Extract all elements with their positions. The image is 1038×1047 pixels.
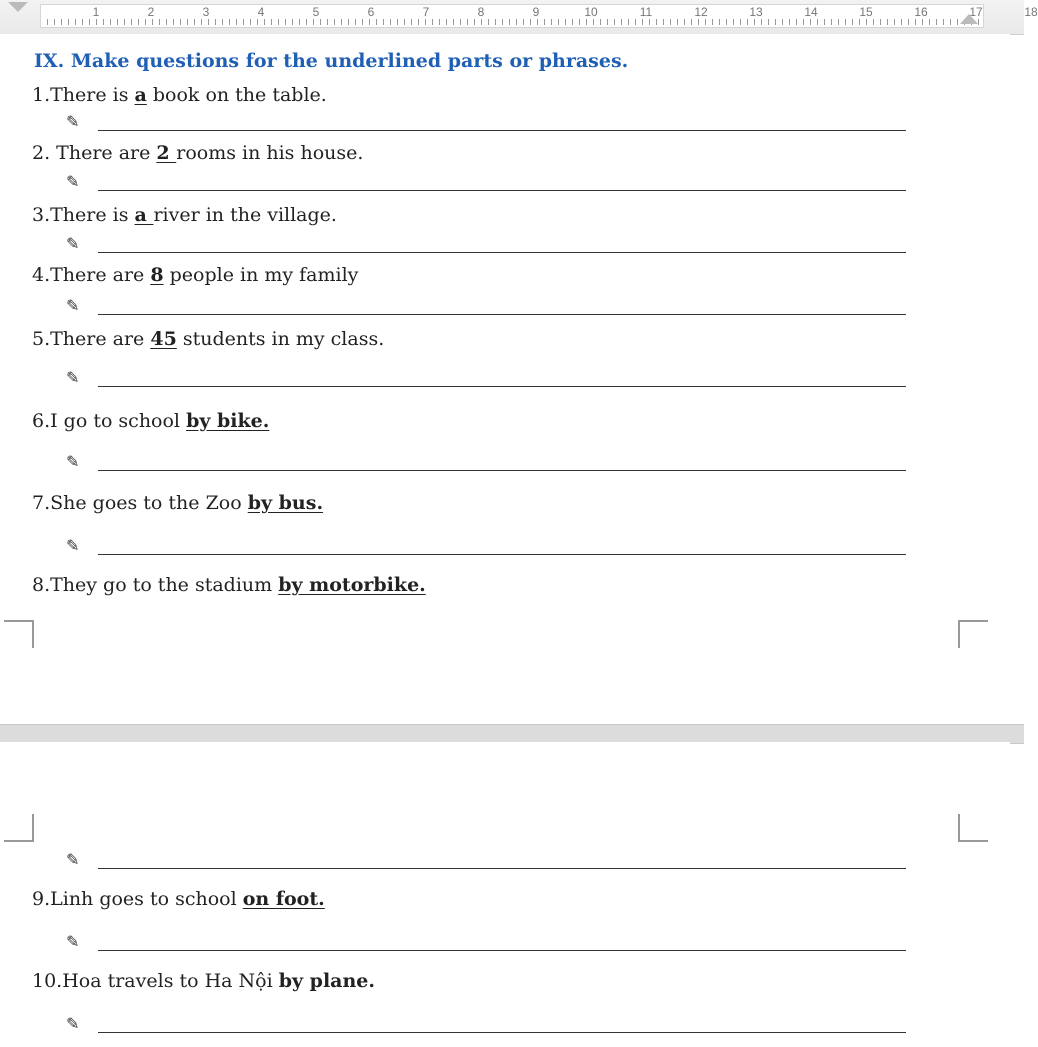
ruler-tick — [558, 19, 559, 25]
ruler-number: 1 — [92, 5, 100, 19]
ruler-tick — [327, 19, 328, 25]
ruler-tick — [89, 19, 90, 25]
ruler-tick — [103, 19, 104, 25]
ruler-tick — [397, 19, 398, 25]
question-1 — [32, 84, 327, 106]
ruler-tick — [803, 19, 804, 25]
question-4 — [32, 264, 358, 286]
ruler-number: 5 — [312, 5, 320, 19]
ruler-tick — [922, 19, 923, 25]
ruler-tick — [691, 19, 692, 25]
ruler-tick — [376, 19, 377, 25]
ruler-number: 15 — [859, 5, 873, 19]
bold-part: by plane. — [278, 970, 375, 992]
ruler-tick — [320, 19, 321, 25]
ruler-tick — [278, 19, 279, 25]
question-text: 2. There are — [32, 142, 157, 164]
question-text: 5.There are — [32, 328, 151, 350]
question-text: book on the table. — [146, 84, 327, 106]
ruler-number: 16 — [914, 5, 928, 19]
ruler-tick — [292, 19, 293, 25]
ruler-tick — [782, 19, 783, 25]
underlined-part: 2 — [156, 142, 177, 164]
question-text: 9.Linh goes to school — [32, 888, 243, 910]
ruler-tick — [775, 19, 776, 25]
ruler-tick — [124, 19, 125, 25]
answer-underline — [98, 1032, 906, 1033]
ruler-tick — [579, 19, 580, 25]
ruler-tick — [586, 19, 587, 25]
ruler-tick — [425, 19, 426, 25]
pencil-icon: ✎ — [66, 368, 80, 387]
ruler-tick — [446, 19, 447, 25]
underlined-part: on foot. — [242, 888, 325, 910]
ruler-tick — [677, 19, 678, 25]
ruler-tick — [516, 19, 517, 25]
question-text: 6.I go to school — [32, 410, 187, 432]
ruler-tick — [145, 19, 146, 25]
ruler-tick — [159, 19, 160, 25]
ruler-tick — [264, 19, 265, 25]
page-corner-mark — [958, 620, 988, 648]
ruler-tick — [649, 19, 650, 25]
ruler-tick — [901, 19, 902, 25]
ruler-tick — [733, 19, 734, 25]
ruler-tick — [530, 19, 531, 25]
ruler-tick — [54, 19, 55, 25]
page-corner-mark — [4, 814, 34, 842]
ruler-tick — [845, 19, 846, 25]
ruler-tick — [187, 19, 188, 25]
ruler-tick — [348, 19, 349, 25]
ruler-tick — [453, 19, 454, 25]
ruler-tick — [705, 19, 706, 25]
document-page-2[interactable] — [0, 742, 1010, 1047]
ruler-tick — [61, 19, 62, 25]
ruler-number: 12 — [694, 5, 708, 19]
ruler-tick — [866, 19, 867, 25]
pencil-icon: ✎ — [66, 850, 80, 869]
pencil-icon: ✎ — [66, 536, 80, 555]
ruler-tick — [817, 19, 818, 25]
ruler-tick — [180, 19, 181, 25]
question-text: students in my class. — [176, 328, 385, 350]
ruler-tick — [404, 19, 405, 25]
ruler-tick — [334, 19, 335, 25]
document-page-1[interactable] — [0, 34, 1010, 724]
ruler-tick — [565, 19, 566, 25]
ruler-tick — [621, 19, 622, 25]
ruler-tick — [96, 19, 97, 25]
ruler-tick — [754, 19, 755, 25]
pencil-icon: ✎ — [66, 112, 80, 131]
ruler-tick — [152, 19, 153, 25]
ruler-tick — [75, 19, 76, 25]
pencil-icon: ✎ — [66, 172, 80, 191]
answer-underline — [98, 554, 906, 555]
ruler-tick — [229, 19, 230, 25]
ruler-tick — [600, 19, 601, 25]
ruler-tick — [824, 19, 825, 25]
ruler[interactable] — [0, 0, 1038, 35]
ruler-tick — [957, 19, 958, 25]
answer-underline — [98, 386, 906, 387]
ruler-tick — [614, 19, 615, 25]
ruler-tick — [712, 19, 713, 25]
answer-underline — [98, 130, 906, 131]
ruler-tick — [411, 19, 412, 25]
answer-line-1[interactable] — [66, 114, 906, 134]
ruler-tick — [726, 19, 727, 25]
ruler-tick — [474, 19, 475, 25]
ruler-tick — [502, 19, 503, 25]
ruler-tick — [82, 19, 83, 25]
answer-line-8[interactable] — [66, 852, 906, 872]
ruler-tick — [789, 19, 790, 25]
ruler-tick — [978, 19, 979, 25]
question-6 — [32, 410, 269, 432]
question-text: people in my family — [163, 264, 359, 286]
ruler-tick — [719, 19, 720, 25]
ruler-tick — [908, 19, 909, 25]
underlined-part: 8 — [150, 264, 164, 286]
ruler-tick — [859, 19, 860, 25]
ruler-tick — [607, 19, 608, 25]
question-text: 3.There is — [32, 204, 135, 226]
pencil-icon: ✎ — [66, 296, 80, 315]
answer-line-6[interactable] — [66, 454, 906, 474]
underlined-part: by bus. — [247, 492, 324, 514]
ruler-tick — [418, 19, 419, 25]
answer-line-5[interactable] — [66, 370, 906, 390]
question-text: river in the village. — [153, 204, 337, 226]
ruler-number: 13 — [749, 5, 763, 19]
question-10 — [32, 970, 375, 992]
ruler-tick — [551, 19, 552, 25]
ruler-tick — [761, 19, 762, 25]
ruler-tick — [439, 19, 440, 25]
ruler-tick — [593, 19, 594, 25]
ruler-number: 7 — [422, 5, 430, 19]
ruler-track — [40, 4, 1038, 28]
ruler-tick — [355, 19, 356, 25]
ruler-tick — [873, 19, 874, 25]
answer-underline — [98, 190, 906, 191]
ruler-tick — [684, 19, 685, 25]
ruler-tick — [68, 19, 69, 25]
ruler-tick — [201, 19, 202, 25]
ruler-tick — [243, 19, 244, 25]
ruler-tick — [768, 19, 769, 25]
ruler-tick — [642, 19, 643, 25]
ruler-tick — [523, 19, 524, 25]
answer-line-7[interactable] — [66, 538, 906, 558]
ruler-tick — [740, 19, 741, 25]
ruler-tick — [936, 19, 937, 25]
ruler-tick — [313, 19, 314, 25]
question-8 — [32, 574, 426, 596]
ruler-number: 10 — [584, 5, 598, 19]
ruler-number: 3 — [202, 5, 210, 19]
ruler-number: 18 — [1024, 5, 1038, 19]
answer-line-10[interactable] — [66, 1016, 906, 1036]
ruler-tick — [341, 19, 342, 25]
ruler-tick — [943, 19, 944, 25]
answer-underline — [98, 252, 906, 253]
ruler-number: 4 — [257, 5, 265, 19]
ruler-tick — [887, 19, 888, 25]
ruler-tick — [481, 19, 482, 25]
answer-underline — [98, 470, 906, 471]
ruler-tick — [306, 19, 307, 25]
ruler-tick — [271, 19, 272, 25]
ruler-tick — [831, 19, 832, 25]
ruler-tick — [257, 19, 258, 25]
underlined-part: by bike. — [186, 410, 270, 432]
question-text: 1.There is — [32, 84, 135, 106]
ruler-tick — [796, 19, 797, 25]
ruler-tick — [208, 19, 209, 25]
ruler-tick — [467, 19, 468, 25]
ruler-number: 14 — [804, 5, 818, 19]
answer-line-9[interactable] — [66, 934, 906, 954]
pencil-icon: ✎ — [66, 932, 80, 951]
question-5 — [32, 328, 384, 350]
ruler-tick — [635, 19, 636, 25]
ruler-tick — [383, 19, 384, 25]
underlined-part: by motorbike. — [278, 574, 426, 596]
right-indent-marker[interactable] — [960, 14, 978, 24]
page-corner-mark — [958, 814, 988, 842]
ruler-tick — [131, 19, 132, 25]
ruler-tick — [117, 19, 118, 25]
ruler-number: 6 — [367, 5, 375, 19]
underlined-part: a — [134, 204, 154, 226]
ruler-tick — [894, 19, 895, 25]
answer-underline — [98, 868, 906, 869]
ruler-tick — [656, 19, 657, 25]
ruler-tick — [929, 19, 930, 25]
ruler-tick — [628, 19, 629, 25]
ruler-tick — [572, 19, 573, 25]
question-text: 8.They go to the stadium — [32, 574, 279, 596]
ruler-tick — [698, 19, 699, 25]
ruler-tick — [670, 19, 671, 25]
ruler-number: 2 — [147, 5, 155, 19]
ruler-tick — [432, 19, 433, 25]
ruler-tick — [852, 19, 853, 25]
ruler-tick — [488, 19, 489, 25]
question-text: 7.She goes to the Zoo — [32, 492, 248, 514]
ruler-tick — [250, 19, 251, 25]
ruler-tick — [509, 19, 510, 25]
ruler-tick — [47, 19, 48, 25]
page-break-gap — [0, 724, 1024, 744]
ruler-tick — [390, 19, 391, 25]
question-7 — [32, 492, 323, 514]
ruler-tick — [236, 19, 237, 25]
ruler-tick — [166, 19, 167, 25]
ruler-tick — [544, 19, 545, 25]
ruler-tick — [663, 19, 664, 25]
ruler-tick — [299, 19, 300, 25]
pencil-icon: ✎ — [66, 234, 80, 253]
ruler-number: 8 — [477, 5, 485, 19]
question-text: 4.There are — [32, 264, 151, 286]
ruler-tick — [362, 19, 363, 25]
answer-line-3[interactable] — [66, 236, 906, 256]
ruler-tick — [537, 19, 538, 25]
ruler-tick — [950, 19, 951, 25]
ruler-number: 11 — [639, 5, 653, 19]
answer-underline — [98, 950, 906, 951]
question-text: rooms in his house. — [176, 142, 364, 164]
pencil-icon: ✎ — [66, 1014, 80, 1033]
answer-line-2[interactable] — [66, 174, 906, 194]
ruler-tick — [285, 19, 286, 25]
ruler-tick — [194, 19, 195, 25]
question-2 — [32, 142, 363, 164]
pencil-icon: ✎ — [66, 452, 80, 471]
page-corner-mark — [4, 620, 34, 648]
ruler-tick — [110, 19, 111, 25]
ruler-tick — [747, 19, 748, 25]
ruler-tick — [215, 19, 216, 25]
first-line-indent-marker[interactable] — [8, 2, 28, 12]
ruler-tick — [810, 19, 811, 25]
ruler-number: 9 — [532, 5, 540, 19]
ruler-tick — [138, 19, 139, 25]
ruler-tick — [173, 19, 174, 25]
answer-line-4[interactable] — [66, 298, 906, 318]
question-3 — [32, 204, 337, 226]
ruler-tick — [222, 19, 223, 25]
ruler-number: 17 — [969, 5, 983, 19]
underlined-part: 45 — [150, 328, 177, 350]
ruler-tick — [880, 19, 881, 25]
question-9 — [32, 888, 325, 910]
answer-underline — [98, 314, 906, 315]
ruler-tick — [495, 19, 496, 25]
ruler-tick — [369, 19, 370, 25]
exercise-heading: IX. Make questions for the underlined parts or phrases. — [34, 50, 629, 72]
ruler-tick — [915, 19, 916, 25]
question-text: 10.Hoa travels to Ha Nội — [32, 970, 279, 992]
ruler-tick — [460, 19, 461, 25]
ruler-tick — [838, 19, 839, 25]
underlined-part: a — [134, 84, 147, 106]
